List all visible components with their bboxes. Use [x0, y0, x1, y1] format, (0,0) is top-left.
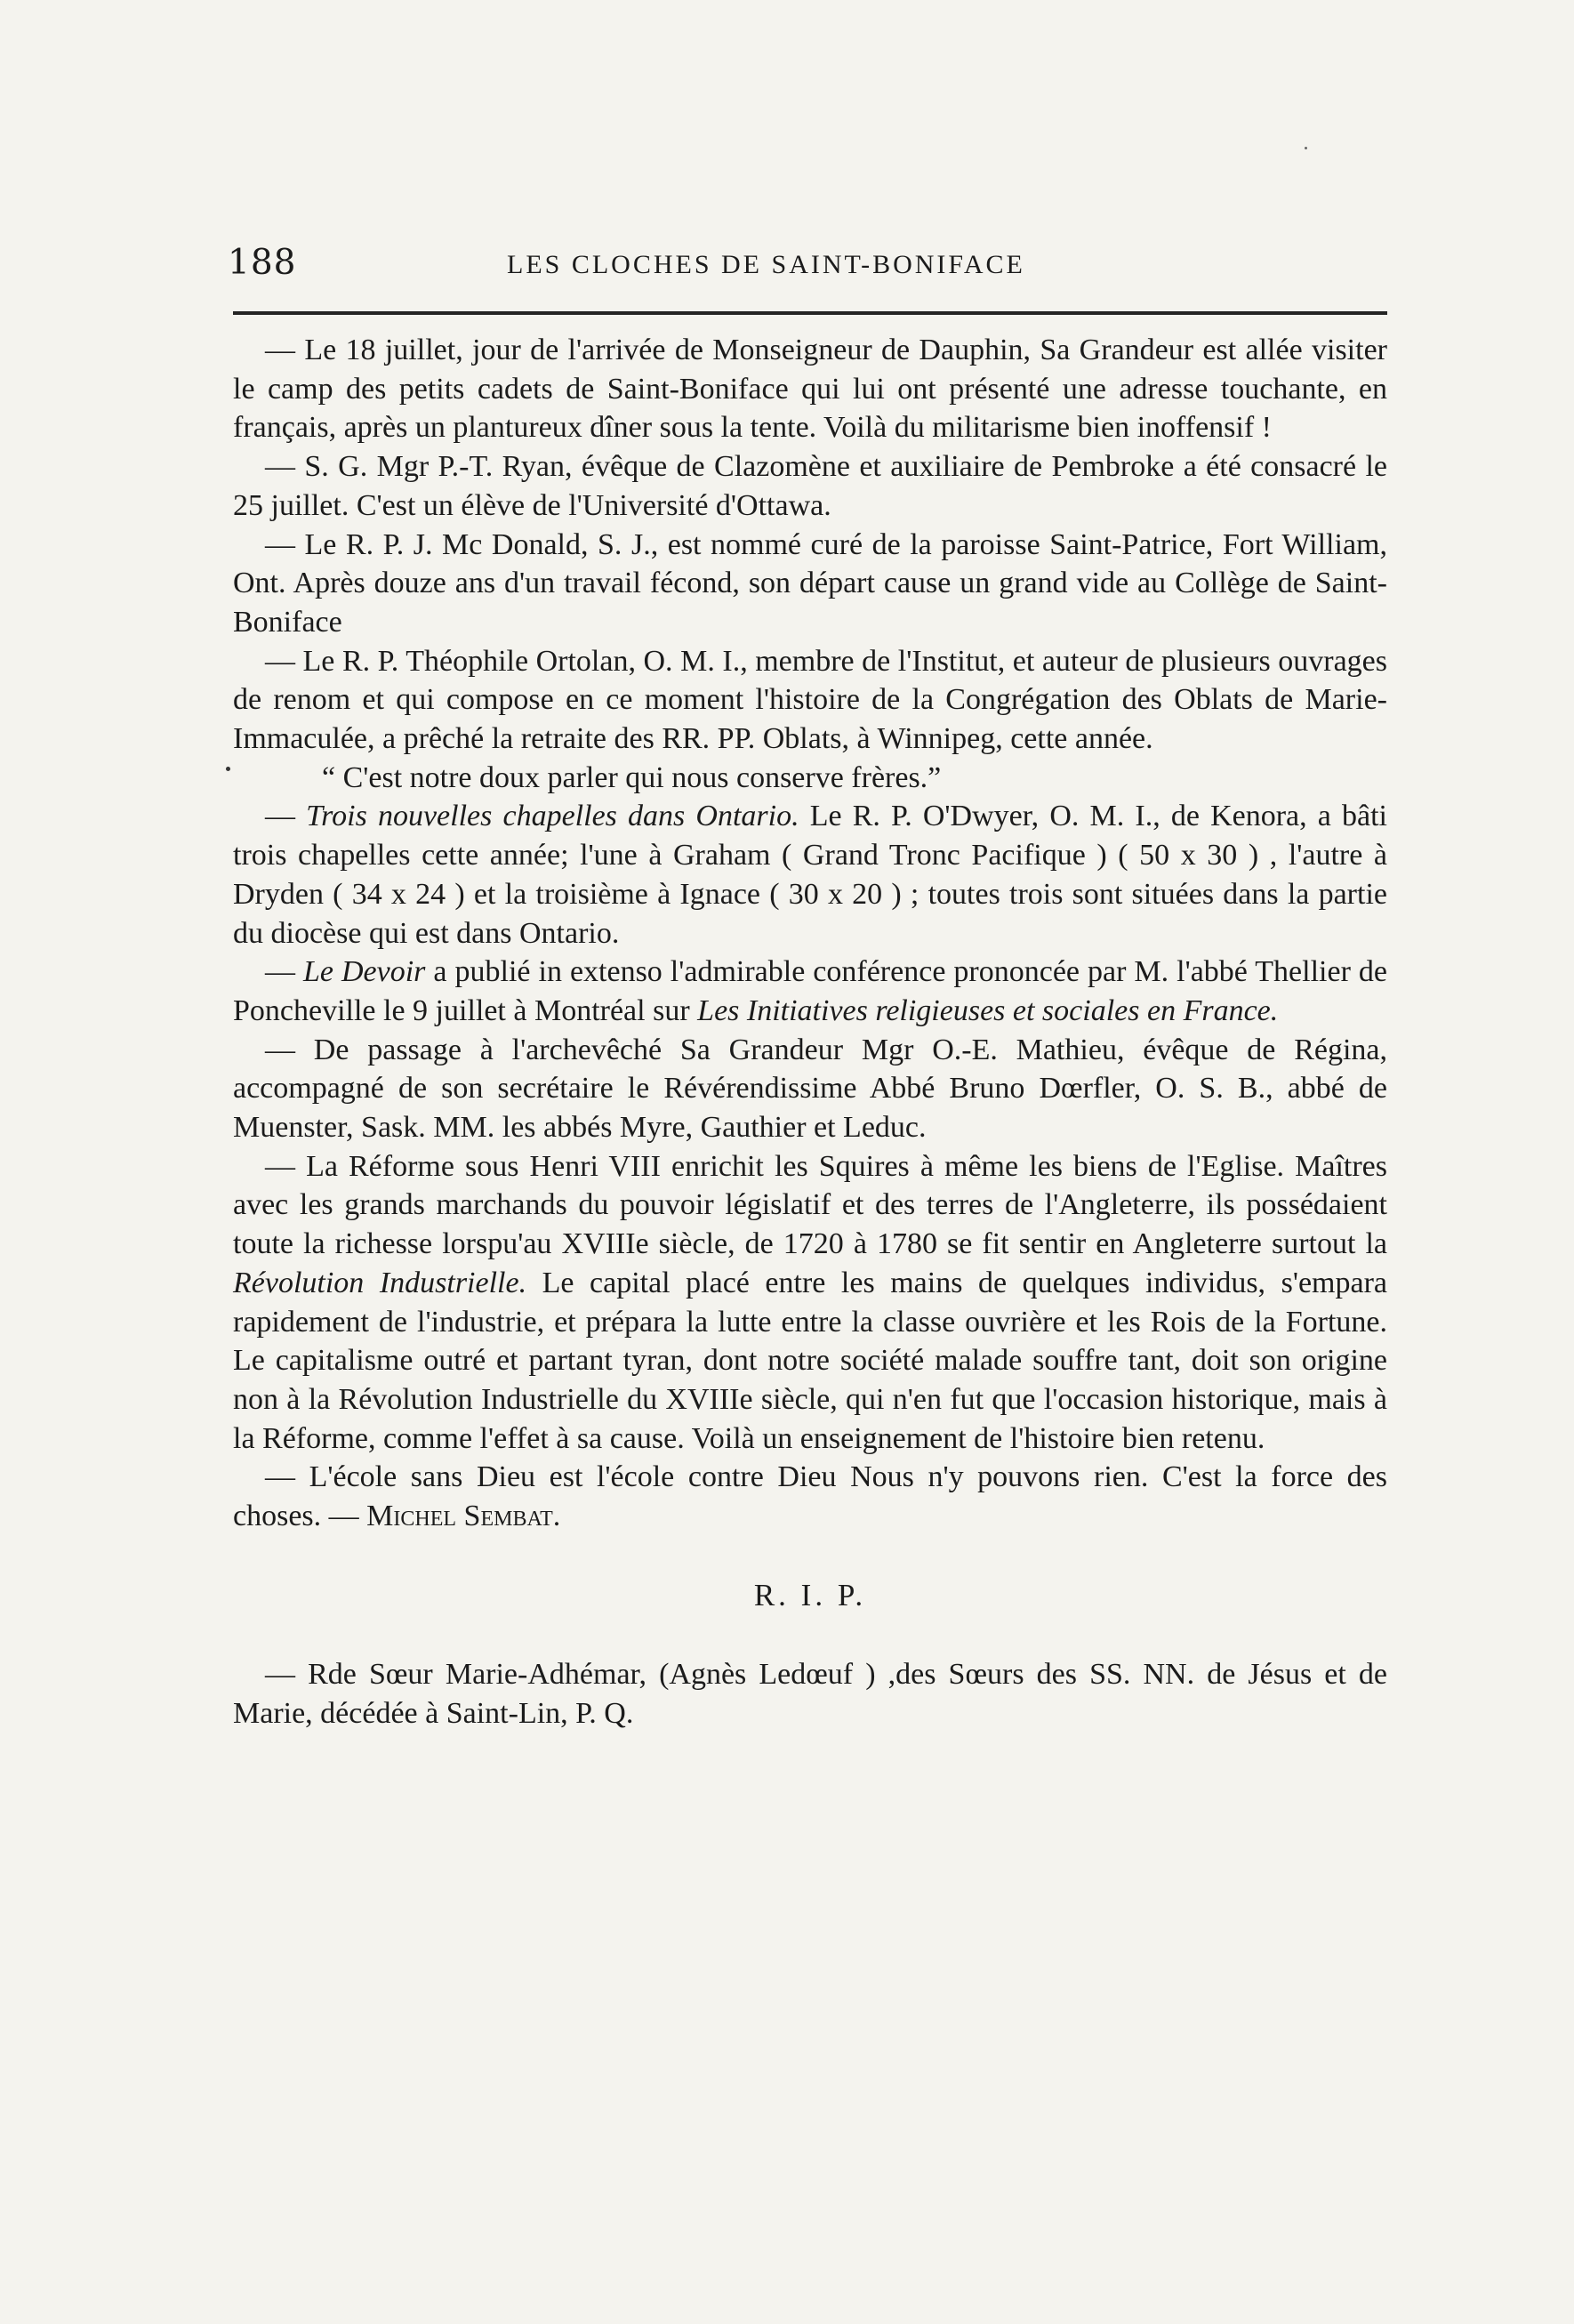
- paragraph-mcdonald: — Le R. P. J. Mc Donald, S. J., est nommé curé de la paroisse Saint-Patrice, Fort William, Ont. Après douze ans d'un travail fécond, son départ cause un grand vide au Collège de Saint-Boniface: [233, 527, 1387, 639]
- running-head: LES CLOCHES DE SAINT-BONIFACE: [507, 250, 1025, 279]
- article-body: [233, 331, 1387, 1733]
- paragraph-mathieu: — De passage à l'archevêché Sa Grandeur Mgr O.-E. Mathieu, évêque de Régina, accompagné de son secrétaire le Révérendissime Abbé Bruno Dœrfler, O. S. B., abbé de Muenster, Sask. MM. les abbés Myre, Gauthier et Leduc.: [233, 1033, 1387, 1145]
- reforme-text-start: — La Réforme sous Henri VIII enrichit les Squires à même les biens de l'Eglise. Maîtres avec les grands marchands du pouvoir législatif et des terres de l'Angleterre, ils possédaient toute la richesse lorspu'au XVIIIe siècle, de 1720 à 1780 se fit sentir en Angleterre surtout la: [233, 1149, 1387, 1261]
- devoir-title: Le Devoir: [303, 955, 426, 989]
- revolution-title: Révolution Industrielle.: [233, 1266, 527, 1299]
- paragraph-ortolan: — Le R. P. Théophile Ortolan, O. M. I., membre de l'Institut, et auteur de plusieurs ouvrages de renom et qui compose en ce moment l'histoire de la Congrégation des Oblats de Marie-Immaculée, a prêché la retraite des RR. PP. Oblats, à Winnipeg, cette année.: [233, 644, 1387, 756]
- header-rule: [233, 311, 1387, 315]
- reforme-text-rest: Le capital placé entre les mains de quelques individus, s'empara rapidement de l'industrie, et prépara la lutte entre la classe ouvrière et les Rois de la Fortune. Le capitalisme outré et partant tyran, dont notre société malade souffre tant, doit son origine non à la Révolution Industrielle du XVIIIe siècle, qui n'en fut que l'occasion historique, mais à la Réforme, comme l'effet à sa cause. Voilà un enseignement de l'histoire bien retenu.: [233, 1266, 1387, 1455]
- rip-heading: R. I. P.: [753, 1577, 867, 1612]
- paragraph-chapelles: [233, 797, 1387, 953]
- paragraph-reforme: [233, 1147, 1387, 1459]
- paper-speck: [1305, 147, 1307, 149]
- chapelles-title: Trois nouvelles chapelles dans Ontario.: [306, 800, 799, 833]
- devoir-text: a publié in extenso l'admirable conférence prononcée par M. l'abbé Thellier de Poncheville le 9 juillet à Montréal sur: [233, 955, 1387, 1027]
- paragraph-quote: “ C'est notre doux parler qui nous conserve frères.”: [322, 760, 942, 794]
- chapelles-text: Le R. P. O'Dwyer, O. M. I., de Kenora, a bâti trois chapelles cette année; l'une à Graham ( Grand Tronc Pacifique ) ( 50 x 30 ) , l'autre à Dryden ( 34 x 24 ) et la troisième à Ignace ( 30 x 20 ) ; toutes trois sont situées dans la partie du diocèse qui est dans Ontario.: [233, 800, 1387, 950]
- paragraph-devoir: [233, 953, 1387, 1030]
- page-header: [222, 242, 1387, 288]
- paragraph-ecole: [233, 1458, 1387, 1535]
- author-name: Michel Sembat.: [366, 1500, 561, 1533]
- page-number: 188: [228, 243, 297, 283]
- ecole-text: — L'école sans Dieu est l'école contre Dieu Nous n'y pouvons rien. C'est la force des choses. —: [233, 1460, 1387, 1533]
- conference-title: Les Initiatives religieuses et sociales en France.: [697, 993, 1279, 1027]
- dash: —: [265, 800, 307, 833]
- dash: —: [265, 955, 303, 989]
- paragraph-ryan: — S. G. Mgr P.-T. Ryan, évêque de Clazomène et auxiliaire de Pembroke a été consacré le 25 juillet. C'est un élève de l'Université d'Ottawa.: [233, 450, 1387, 522]
- paragraph-obituary: — Rde Sœur Marie-Adhémar, (Agnès Ledœuf ) ,des Sœurs des SS. NN. de Jésus et de Marie, décédée à Saint-Lin, P. Q.: [233, 1657, 1387, 1730]
- margin-dot: [226, 767, 230, 771]
- paragraph-dauphin: — Le 18 juillet, jour de l'arrivée de Monseigneur de Dauphin, Sa Grandeur est allée visiter le camp des petits cadets de Saint-Boniface qui lui ont présenté une adresse touchante, en français, après un plantureux dîner sous la tente. Voilà du militarisme bien inoffensif !: [233, 334, 1387, 445]
